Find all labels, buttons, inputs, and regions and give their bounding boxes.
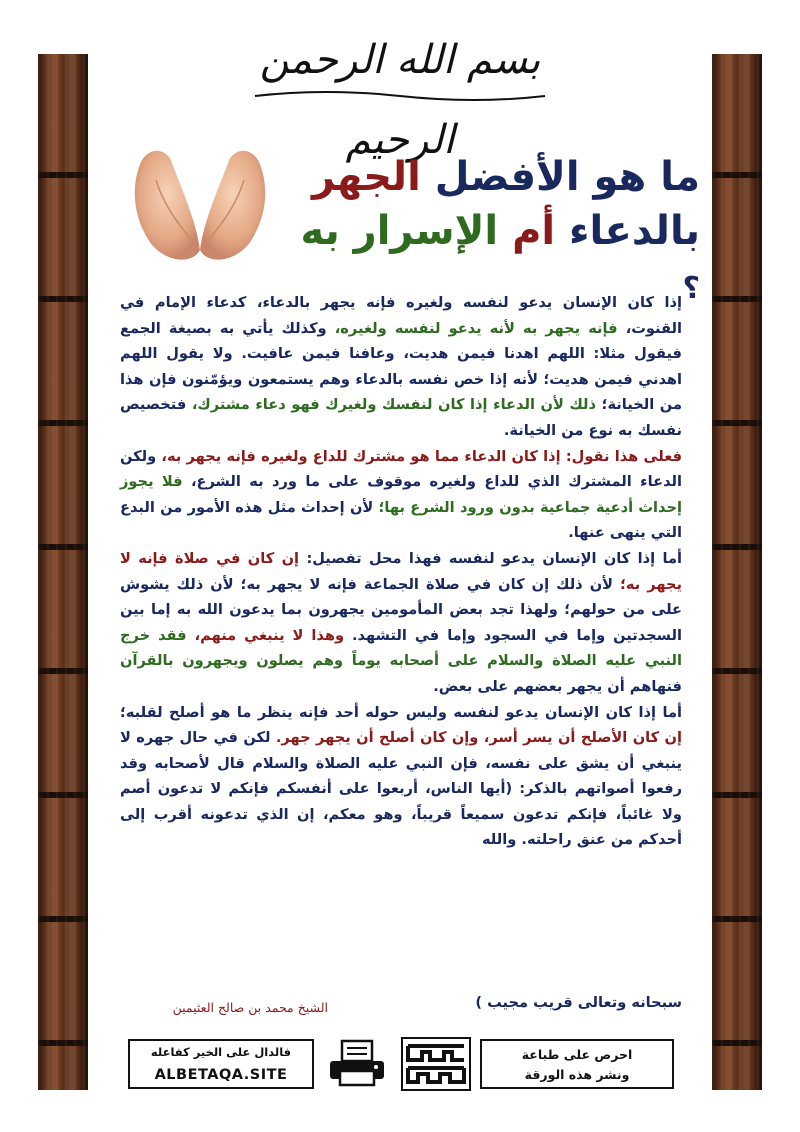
title-text-part: أم [512,208,556,254]
text-run: فنهاهم أن يجهر بعضهم على بعض. [433,677,682,695]
text-run: وكذلك يأتي به بصيغة الجمع فيقول مثلا: اللهم اهدنا فيمن هديت، وعافنا فيمن عافيت. [120,319,682,363]
footer-website-box [128,1039,314,1089]
footer-print-box [480,1039,674,1089]
footer-slogan: فالدال على الخير كفاعله [150,1045,292,1059]
title-question-mark: ؟ [682,271,700,306]
title-text-part: الجهر [311,154,421,200]
text-run: فإنه يجهر به لأنه يدعو لنفسه ولغيره، [334,319,618,337]
author-attribution: الشيخ محمد بن صالح العثيمين [172,1000,328,1015]
text-run: أما إذا كان الإنسان يدعو لنفسه وليس حوله أحد فإنه ينظر ما هو أصلح لقلبه؛ [120,703,682,721]
title-text-part: الإسرار به [300,208,499,254]
footer-bar [128,1039,674,1089]
text-run: إن كان في صلاة فإنه لا يجهر به؛ [120,549,682,593]
dawah-logo [400,1036,472,1092]
title-text-part: ما هو الأفضل [434,154,700,200]
text-run: فتخصيص نفسك به نوع من الخيانة. [120,396,682,439]
text-run: فلا يجوز إحداث أدعية جماعية بدون ورود الشرع بها؛ [120,473,682,516]
text-run: لأن ذلك إن كان في صلاة الجماعة فإنه لا يجهر به؛ لأن ذلك يشوش على من حولهم؛ ولهذا تجد بعض المأمومين يجهرون بما يدعون الله به إما بين السجدتين وإما في السجود وإما في التشهد. [120,575,682,644]
text-run: فقد خرج النبي عليه الصلاة والسلام على أصحابه يوماً وهم يصلون ويجهرون بالقرآن [120,626,682,670]
text-run: فعلى هذا نقول: إذا كان الدعاء مما هو مشترك للداع ولغيره فإنه يجهر به، [161,447,683,465]
paragraph [120,290,682,444]
paragraph [120,700,682,854]
title-text-part: بالدعاء [569,208,700,254]
praying-hands-image [122,140,278,270]
text-run: إذا كان الإنسان يدعو لنفسه ولغيره فإنه يجهر بالدعاء، كدعاء الإمام في القنوت، [120,294,682,337]
closing-line: سبحانه وتعالى قريب مجيب ) [475,994,682,1011]
article-body [120,290,682,853]
text-run: ولكن الدعاء المشترك الذي للداع ولغيره موقوف على ما ورد به الشرع، [120,447,682,491]
footer-print-line-2: ونشر هذه الورقة [524,1067,630,1082]
basmala-ornament [250,90,550,102]
text-run: لأن إحداث مثل هذه الأمور من البدع التي ينهى عنها. [120,498,682,542]
text-run: إن كان الأصلح أن يسر أسر، وإن كان أصلح أن يجهر جهر. [275,729,682,747]
paragraph [120,546,682,700]
text-run: وهذا لا ينبغي منهم، [194,626,345,644]
website-link[interactable]: ALBETAQA.SITE [154,1067,288,1083]
paragraph [120,444,682,546]
svg-text:دعوة الورقة: دعوة الورقة [436,1090,441,1091]
printer-icon [326,1039,388,1089]
text-run: لكن في حال جهره لا ينبغي أن يشق على نفسه، فإن النبي عليه الصلاة والسلام قال لأصحابه وقد رفعوا أصواتهم بالذكر: (أيها الناس، أربعوا على أنفسكم فإنكم لا تدعون أصم ولا غائباً، فإنكم تدعون سميعاً قريباً، وهو معكم، إن الذي تدعونه أقرب إلى أحدكم من عنق راحلته. والله [120,729,682,849]
text-run: ذلك لأن الدعاء إذا كان لنفسك ولغيرك فهو دعاء مشترك، [191,396,597,414]
footer-print-line-1: احرص على طباعة [521,1047,633,1062]
basmala-calligraphy: بسم الله الرحمن الرحيم [259,37,541,163]
bamboo-frame-left [38,54,88,1090]
text-run: ولا يقول اللهم اهدني فيمن هديت؛ لأنه إذا خص نفسه بالدعاء وهم يستمعون ويؤمّنون فإن هذا من الخيانة؛ [120,345,682,414]
text-run: أما إذا كان الإنسان يدعو لنفسه فهذا محل تفصيل: [306,549,682,567]
title-line-1 [300,150,700,204]
bamboo-frame-right [712,54,762,1090]
